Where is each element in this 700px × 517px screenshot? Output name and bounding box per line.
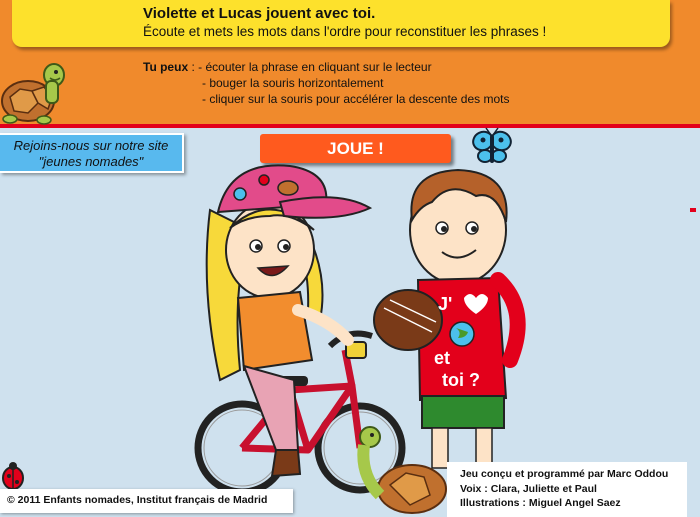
- instruction-item: - bouger la souris horizontalement: [202, 76, 384, 90]
- instruction-item: - écouter la phrase en cliquant sur le lecteur: [198, 60, 432, 74]
- copyright: © 2011 Enfants nomades, Institut français de Madrid: [0, 489, 293, 513]
- site-link-line1: Rejoins-nous sur notre site: [13, 138, 169, 153]
- shirt-text-j: J': [438, 294, 453, 314]
- site-link[interactable]: [0, 133, 184, 173]
- shirt-text-toi: toi ?: [442, 370, 480, 390]
- page-subtitle: Écoute et mets les mots dans l'ordre pour reconstituer les phrases !: [143, 24, 547, 39]
- title-box: [12, 0, 670, 47]
- credit-line: Illustrations : Miguel Angel Saez: [460, 497, 621, 509]
- site-link-line2: "jeunes nomades": [38, 154, 144, 169]
- credit-line: Jeu conçu et programmé par Marc Oddou: [460, 468, 669, 480]
- small-turtle-icon: [350, 425, 450, 517]
- play-button[interactable]: JOUE !: [260, 134, 451, 163]
- instructions: [143, 59, 509, 107]
- turtle-icon: [0, 53, 70, 125]
- credit-line: Voix : Clara, Juliette et Paul: [460, 482, 597, 495]
- instructions-separator: :: [188, 60, 199, 74]
- credits: [447, 462, 687, 517]
- ladybug-icon: [0, 460, 26, 492]
- shirt-text-et: et: [434, 348, 451, 368]
- instructions-lead: Tu peux: [143, 60, 189, 74]
- instruction-item: - cliquer sur la souris pour accélérer la descente des mots: [202, 92, 510, 106]
- edge-marker: [690, 208, 696, 212]
- page-title: Violette et Lucas jouent avec toi.: [143, 5, 376, 22]
